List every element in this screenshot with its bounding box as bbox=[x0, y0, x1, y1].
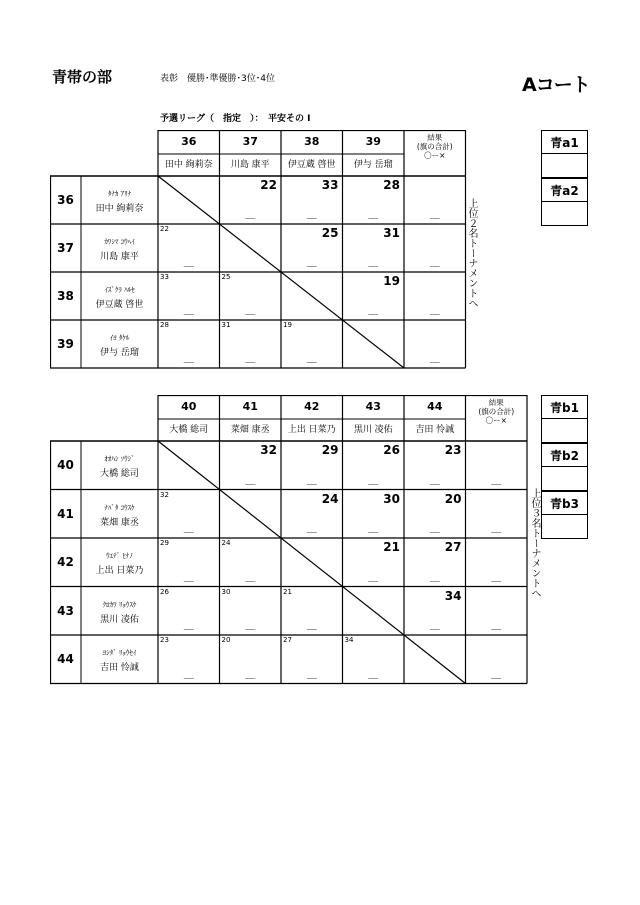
player-name: 田中 絢莉奈 bbox=[95, 204, 144, 214]
match-score: 27 bbox=[444, 540, 462, 554]
advance-note-b: 上位３名トーナメントへ bbox=[529, 488, 540, 598]
score-blank: ＿ bbox=[368, 258, 379, 269]
league-table-a bbox=[50, 130, 466, 368]
column-number: 40 bbox=[181, 400, 197, 413]
advance-slot-blank bbox=[541, 419, 588, 443]
score-blank: ＿ bbox=[491, 669, 502, 681]
advance-slot-blank bbox=[541, 515, 588, 539]
score-blank: ＿ bbox=[245, 306, 256, 317]
player-name: 伊与 岳瑠 bbox=[100, 348, 139, 358]
player-kana: ｳｴﾃﾞ ﾋﾅﾉ bbox=[106, 552, 133, 560]
row-number: 42 bbox=[57, 555, 74, 569]
player-kana: ﾀﾅｶ ｱﾘﾅ bbox=[107, 190, 132, 198]
player-name: 菜畑 康丞 bbox=[100, 517, 139, 528]
score-blank: ＿ bbox=[183, 669, 194, 681]
score-blank: ＿ bbox=[429, 572, 440, 584]
row-number: 37 bbox=[57, 241, 74, 255]
match-ref: 27 bbox=[283, 636, 292, 644]
advance-slot-label: 青b3 bbox=[541, 491, 588, 515]
score-blank: ＿ bbox=[368, 475, 379, 487]
match-score: 23 bbox=[444, 443, 462, 457]
score-blank: ＿ bbox=[306, 621, 317, 632]
score-blank: ＿ bbox=[306, 524, 317, 535]
match-ref: 22 bbox=[160, 225, 169, 233]
column-name: 吉田 怜誠 bbox=[415, 425, 455, 435]
result-header-line: 〇ー× bbox=[485, 416, 507, 425]
match-ref: 32 bbox=[160, 490, 169, 499]
score-blank: ＿ bbox=[245, 210, 256, 221]
player-kana: ｲｽﾞｸﾗ ﾊﾙｾ bbox=[104, 286, 135, 294]
score-blank: ＿ bbox=[368, 572, 379, 584]
row-player bbox=[81, 635, 158, 684]
row-number: 44 bbox=[57, 652, 74, 666]
league-title: 予選リーグ（ 指定 ）： 平安その I bbox=[160, 114, 311, 124]
match-score: 29 bbox=[321, 443, 339, 457]
column-name: 川島 康平 bbox=[230, 160, 270, 170]
score-blank: ＿ bbox=[429, 354, 440, 365]
row-player bbox=[81, 224, 158, 272]
match-ref: 21 bbox=[283, 587, 292, 596]
player-name: 吉田 怜誠 bbox=[100, 663, 139, 673]
match-ref: 29 bbox=[160, 539, 169, 547]
advance-note-a: 上位２名トーナメントへ bbox=[466, 198, 477, 308]
court-label: Aコート bbox=[522, 74, 590, 96]
column-number: 42 bbox=[304, 400, 320, 413]
match-ref: 20 bbox=[221, 636, 231, 644]
advance-slot-label: 青a2 bbox=[541, 178, 588, 202]
result-header bbox=[466, 395, 528, 441]
column-name: 上出 日菜乃 bbox=[287, 425, 336, 435]
score-blank: ＿ bbox=[306, 475, 317, 487]
row-number: 39 bbox=[57, 337, 74, 351]
row-number: 38 bbox=[57, 289, 74, 303]
score-blank: ＿ bbox=[306, 354, 317, 365]
score-blank: ＿ bbox=[245, 621, 256, 632]
column-name: 大橋 総司 bbox=[169, 425, 209, 435]
score-blank: ＿ bbox=[491, 524, 502, 535]
advance-slot-label: 青a1 bbox=[541, 130, 588, 154]
score-blank: ＿ bbox=[368, 524, 379, 535]
match-ref: 34 bbox=[344, 636, 354, 644]
advance-slot-label: 青b2 bbox=[541, 443, 588, 467]
player-kana: ｶﾜｼﾏ ｺｳﾍｲ bbox=[104, 238, 135, 246]
row-number: 40 bbox=[57, 458, 74, 472]
match-score: 20 bbox=[444, 491, 462, 506]
score-blank: ＿ bbox=[491, 621, 502, 632]
column-number: 39 bbox=[365, 135, 381, 148]
match-score: 26 bbox=[383, 443, 400, 457]
score-blank: ＿ bbox=[429, 210, 440, 221]
match-score: 34 bbox=[444, 588, 462, 603]
match-score: 25 bbox=[321, 226, 339, 240]
match-ref: 31 bbox=[221, 321, 231, 329]
match-ref: 24 bbox=[221, 539, 231, 547]
score-blank: ＿ bbox=[429, 258, 440, 269]
advance-slot-blank bbox=[541, 154, 588, 178]
player-name: 上出 日菜乃 bbox=[95, 566, 144, 576]
row-player bbox=[81, 490, 158, 539]
row-number: 36 bbox=[57, 193, 74, 207]
result-header-line: 結果 bbox=[427, 133, 443, 142]
score-blank: ＿ bbox=[183, 258, 194, 269]
result-header-line: 〇ー× bbox=[424, 151, 446, 160]
player-name: 伊豆蔵 啓世 bbox=[95, 300, 144, 310]
match-ref: 26 bbox=[160, 587, 169, 596]
league-table-b bbox=[50, 395, 527, 684]
row-player bbox=[81, 441, 158, 490]
score-blank: ＿ bbox=[183, 306, 194, 317]
match-ref: 25 bbox=[221, 273, 231, 281]
column-number: 36 bbox=[181, 135, 197, 148]
result-header-line: 結果 bbox=[488, 398, 504, 407]
score-blank: ＿ bbox=[491, 475, 502, 487]
match-score: 30 bbox=[383, 491, 400, 506]
column-number: 44 bbox=[427, 400, 443, 413]
column-number: 37 bbox=[242, 135, 258, 148]
match-ref: 28 bbox=[160, 321, 169, 329]
match-score: 19 bbox=[383, 274, 400, 288]
award-note: 表彰 優勝･準優勝･3位･4位 bbox=[160, 74, 275, 84]
row-player bbox=[81, 176, 158, 224]
match-score: 31 bbox=[383, 226, 400, 240]
score-blank: ＿ bbox=[183, 572, 194, 584]
row-number: 43 bbox=[57, 603, 74, 618]
column-name: 伊豆蔵 啓世 bbox=[287, 160, 336, 170]
match-score: 24 bbox=[321, 491, 339, 506]
advance-slot-label: 青b1 bbox=[541, 395, 588, 419]
match-ref: 30 bbox=[221, 587, 231, 596]
row-player bbox=[81, 538, 158, 587]
player-kana: ｲﾖ ﾀｹﾙ bbox=[109, 334, 130, 342]
row-number: 41 bbox=[57, 506, 74, 521]
match-ref: 33 bbox=[160, 273, 169, 281]
row-player bbox=[81, 587, 158, 636]
result-header-line: (旗の合計) bbox=[416, 142, 453, 151]
score-blank: ＿ bbox=[183, 354, 194, 365]
match-score: 32 bbox=[260, 443, 277, 457]
score-blank: ＿ bbox=[245, 669, 256, 681]
score-blank: ＿ bbox=[245, 572, 256, 584]
row-player bbox=[81, 272, 158, 320]
result-header bbox=[404, 130, 466, 176]
advance-slot-blank bbox=[541, 467, 588, 491]
score-blank: ＿ bbox=[429, 524, 440, 535]
score-blank: ＿ bbox=[491, 572, 502, 584]
player-kana: ﾅﾊﾞﾀ ｺｳｽｹ bbox=[104, 503, 135, 512]
player-name: 川島 康平 bbox=[100, 252, 139, 262]
score-blank: ＿ bbox=[306, 210, 317, 221]
score-blank: ＿ bbox=[368, 669, 379, 681]
match-score: 28 bbox=[383, 178, 400, 192]
column-number: 41 bbox=[242, 400, 258, 413]
score-blank: ＿ bbox=[368, 306, 379, 317]
score-blank: ＿ bbox=[306, 258, 317, 269]
page-title: 青帯の部 bbox=[52, 68, 113, 86]
column-name: 黒川 凌佑 bbox=[353, 425, 393, 435]
score-blank: ＿ bbox=[368, 210, 379, 221]
column-number: 43 bbox=[365, 400, 381, 413]
match-ref: 23 bbox=[160, 636, 169, 644]
column-name: 伊与 岳瑠 bbox=[353, 160, 393, 170]
result-header-line: (旗の合計) bbox=[478, 407, 515, 416]
score-blank: ＿ bbox=[245, 475, 256, 487]
score-blank: ＿ bbox=[429, 306, 440, 317]
score-blank: ＿ bbox=[429, 621, 440, 632]
score-blank: ＿ bbox=[183, 621, 194, 632]
player-kana: ｵｵﾊｼ ｿｳｼﾞ bbox=[104, 455, 135, 463]
column-number: 38 bbox=[304, 135, 320, 148]
match-ref: 19 bbox=[283, 321, 292, 329]
player-kana: ﾖｼﾀﾞ ﾘｮｳｾｲ bbox=[102, 649, 137, 657]
row-player bbox=[81, 320, 158, 368]
score-blank: ＿ bbox=[183, 524, 194, 535]
player-name: 大橋 総司 bbox=[100, 469, 139, 479]
match-score: 21 bbox=[383, 540, 400, 554]
match-score: 22 bbox=[260, 178, 277, 192]
player-kana: ｸﾛｶﾜ ﾘｮｳｽｹ bbox=[102, 600, 137, 609]
score-blank: ＿ bbox=[306, 669, 317, 681]
score-blank: ＿ bbox=[429, 475, 440, 487]
score-blank: ＿ bbox=[245, 354, 256, 365]
advance-slot-blank bbox=[541, 202, 588, 226]
column-name: 田中 絢莉奈 bbox=[164, 160, 213, 170]
player-name: 黒川 凌佑 bbox=[100, 614, 139, 625]
column-name: 菜畑 康丞 bbox=[230, 425, 270, 435]
match-score: 33 bbox=[321, 178, 339, 192]
